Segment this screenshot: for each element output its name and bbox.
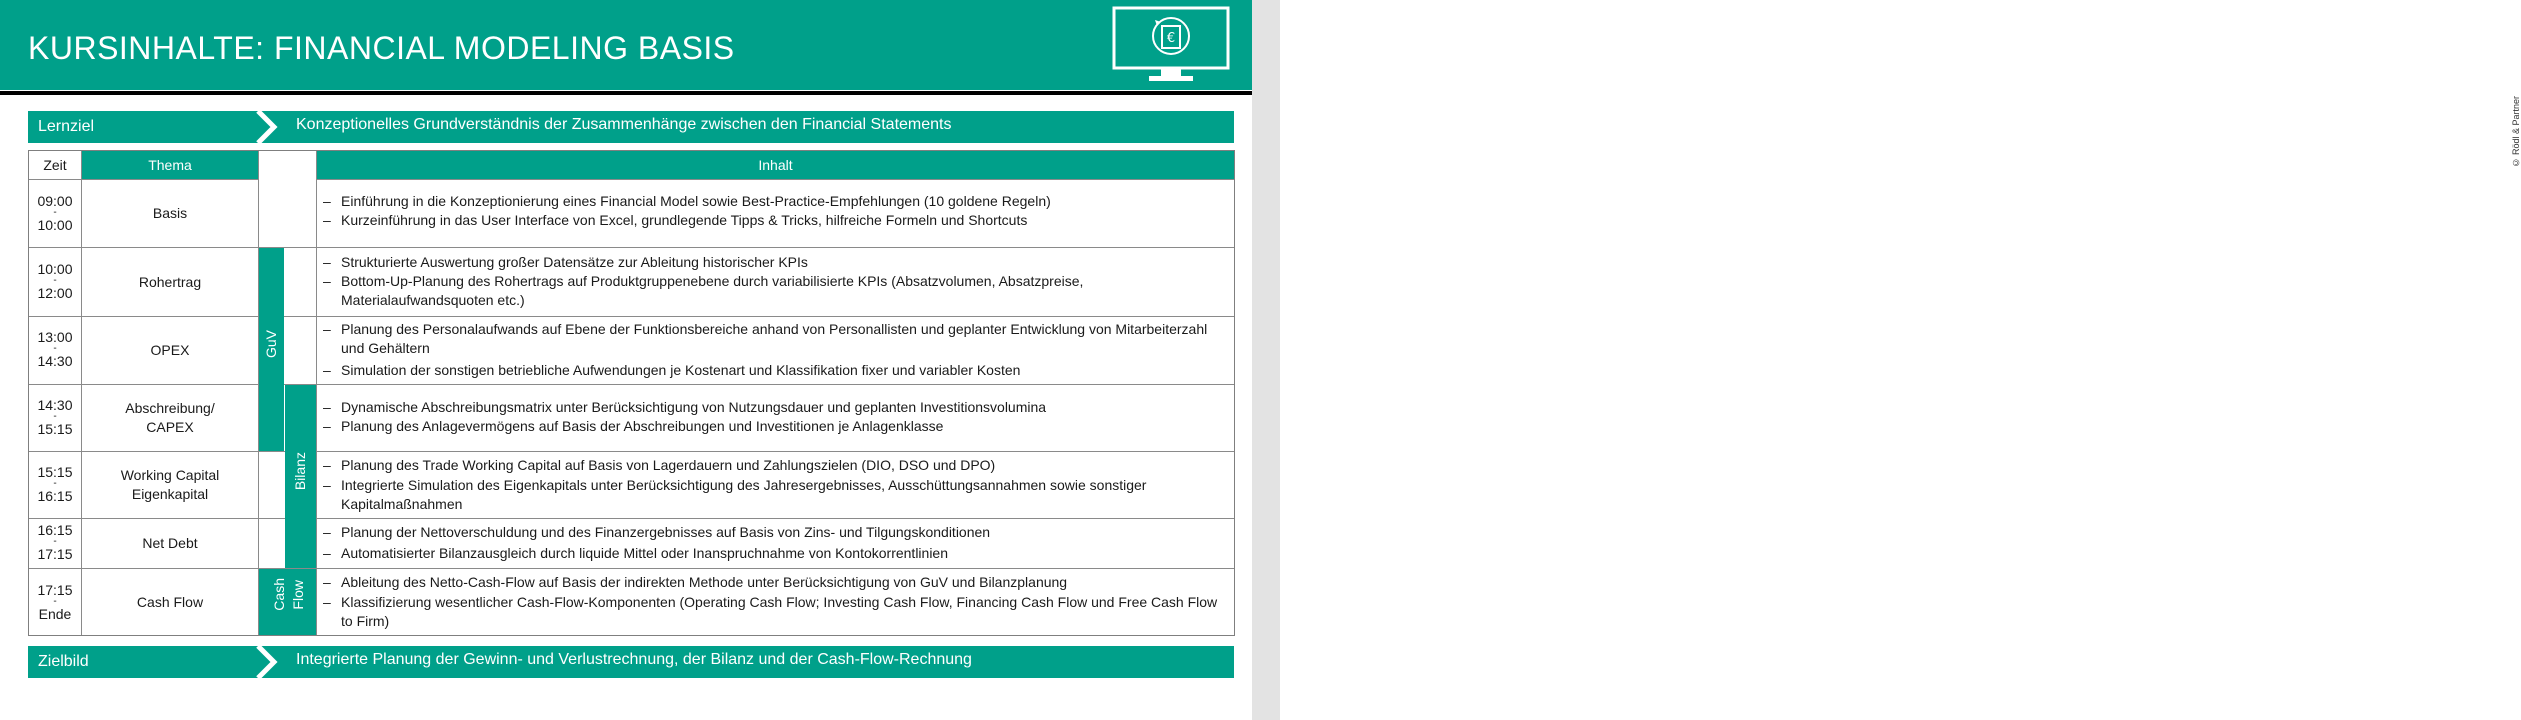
- zielbild-band: [28, 646, 1234, 678]
- grid-line: [316, 179, 1234, 180]
- bullet-item: – Integrierte Simulation des Eigenkapitals unter Berücksichtigung des Jahresergebnisses, Ausschüttungsannahmen sowie sonstiger Kapitalmaßnahmen: [320, 476, 1230, 514]
- row-time: 15:15 - 16:15: [37, 464, 73, 504]
- row-content: [320, 253, 1230, 310]
- row-content: [320, 398, 1230, 436]
- grid-line: [316, 151, 317, 635]
- bullet-item: – Ableitung des Netto-Cash-Flow auf Basis der indirekten Methode unter Berücksichtigung von GuV und Bilanzplanung: [320, 573, 1230, 592]
- bullet-item: – Planung des Trade Working Capital auf Basis von Lagerdauern und Zahlungszielen (DIO, DSO und DPO): [320, 456, 1230, 475]
- inhalt-header: Inhalt: [317, 151, 1234, 179]
- bullet-item: – Bottom-Up-Planung des Rohertrags auf Produktgruppenebene durch variabilisierte KPIs (Absatzvolumen, Absatzpreise, Materialaufwandsquoten etc.): [320, 272, 1230, 310]
- lernziel-label: Lernziel: [38, 118, 95, 135]
- phase-label-cashflow-2: Flow: [290, 580, 306, 610]
- phase-label-guv: GuV: [263, 330, 279, 359]
- bullet-item: – Kurzeinführung in das User Interface von Excel, grundlegende Tipps & Tricks, hilfreiche Formeln und Shortcuts: [320, 211, 1230, 230]
- row-thema: Cash Flow: [136, 593, 204, 610]
- bullet-item: – Planung des Personalaufwands auf Ebene der Funktionsbereiche anhand von Personallisten und geplanter Entwicklung von Mitarbeiterzahl und Gehältern: [320, 320, 1230, 358]
- bullet-item: – Klassifizierung wesentlicher Cash-Flow-Komponenten (Operating Cash Flow; Investing Cash Flow, Financing Cash Flow und Free Cash Flow to Firm): [320, 593, 1230, 631]
- bullet-item: – Strukturierte Auswertung großer Datensätze zur Ableitung historischer KPIs: [320, 253, 1230, 272]
- bullet-item: – Dynamische Abschreibungsmatrix unter Berücksichtigung von Nutzungsdauer und geplanten Investitionsvolumina: [320, 398, 1230, 417]
- row-thema: Net Debt: [142, 535, 198, 551]
- thema-header: Thema: [82, 151, 258, 179]
- header-bar: [0, 0, 1252, 90]
- bullet-item: – Einführung in die Konzeptionierung eines Financial Model sowie Best-Practice-Empfehlungen (10 goldene Regeln): [320, 192, 1230, 211]
- row-thema: Working Capital Eigenkapital: [120, 467, 220, 502]
- zielbild-label: Zielbild: [38, 653, 89, 670]
- bullet-item: – Planung des Anlagevermögens auf Basis der Abschreibungen und Investitionen je Anlagenklasse: [320, 417, 1230, 436]
- row-time: 16:15 - 17:15: [37, 522, 73, 562]
- row-content: [320, 573, 1230, 631]
- copyright-note: © Rödl & Partner: [2511, 96, 2521, 168]
- phase-label-cashflow-1: Cash: [271, 578, 287, 611]
- row-content: [320, 523, 1230, 563]
- row-thema: OPEX: [150, 342, 190, 358]
- page-title: KURSINHALTE: FINANCIAL MODELING BASIS: [28, 30, 735, 66]
- row-time: 10:00 - 12:00: [37, 261, 73, 301]
- chevron-right-icon: [256, 646, 286, 678]
- bullet-item: – Planung der Nettoverschuldung und des Finanzergebnisses auf Basis von Zins- und Tilgungskonditionen: [320, 523, 1230, 542]
- zielbild-text: Integrierte Planung der Gewinn- und Verlustrechnung, der Bilanz und der Cash-Flow-Rechnung: [296, 651, 972, 668]
- bullet-item: – Simulation der sonstigen betriebliche Aufwendungen je Kostenart und Klassifikation fixer und variabler Kosten: [320, 361, 1230, 380]
- phase-bar-bilanz: [285, 385, 316, 568]
- row-content: [320, 456, 1230, 514]
- row-content: [320, 320, 1230, 380]
- row-time: 13:00 - 14:30: [37, 329, 73, 369]
- header-divider: [0, 91, 1252, 95]
- phase-bar-guv: [259, 248, 284, 451]
- phase-label-bilanz: Bilanz: [292, 452, 308, 491]
- bullet-item: – Automatisierter Bilanzausgleich durch liquide Mittel oder Inanspruchnahme von Kontokorrentlinien: [320, 544, 1230, 563]
- monitor-euro-document-icon: [1111, 6, 1231, 88]
- lernziel-band: [28, 111, 1234, 143]
- row-time: 14:30 - 15:15: [37, 397, 73, 437]
- row-time: 09:00 - 10:00: [37, 193, 73, 233]
- row-thema: Abschreibung/ CAPEX: [125, 400, 215, 435]
- row-thema: Basis: [152, 205, 188, 221]
- svg-text:€: €: [1166, 31, 1176, 46]
- lernziel-text: Konzeptionelles Grundverständnis der Zusammenhänge zwischen den Financial Statements: [296, 116, 952, 133]
- right-sidebar: [1252, 0, 2521, 720]
- zeit-header: Zeit: [43, 157, 67, 173]
- phase-bar-cashflow: [259, 569, 316, 635]
- row-thema: Rohertrag: [138, 273, 202, 290]
- row-time: 17:15 - Ende: [37, 582, 73, 622]
- row-content: [320, 192, 1230, 230]
- chevron-right-icon: [256, 111, 286, 143]
